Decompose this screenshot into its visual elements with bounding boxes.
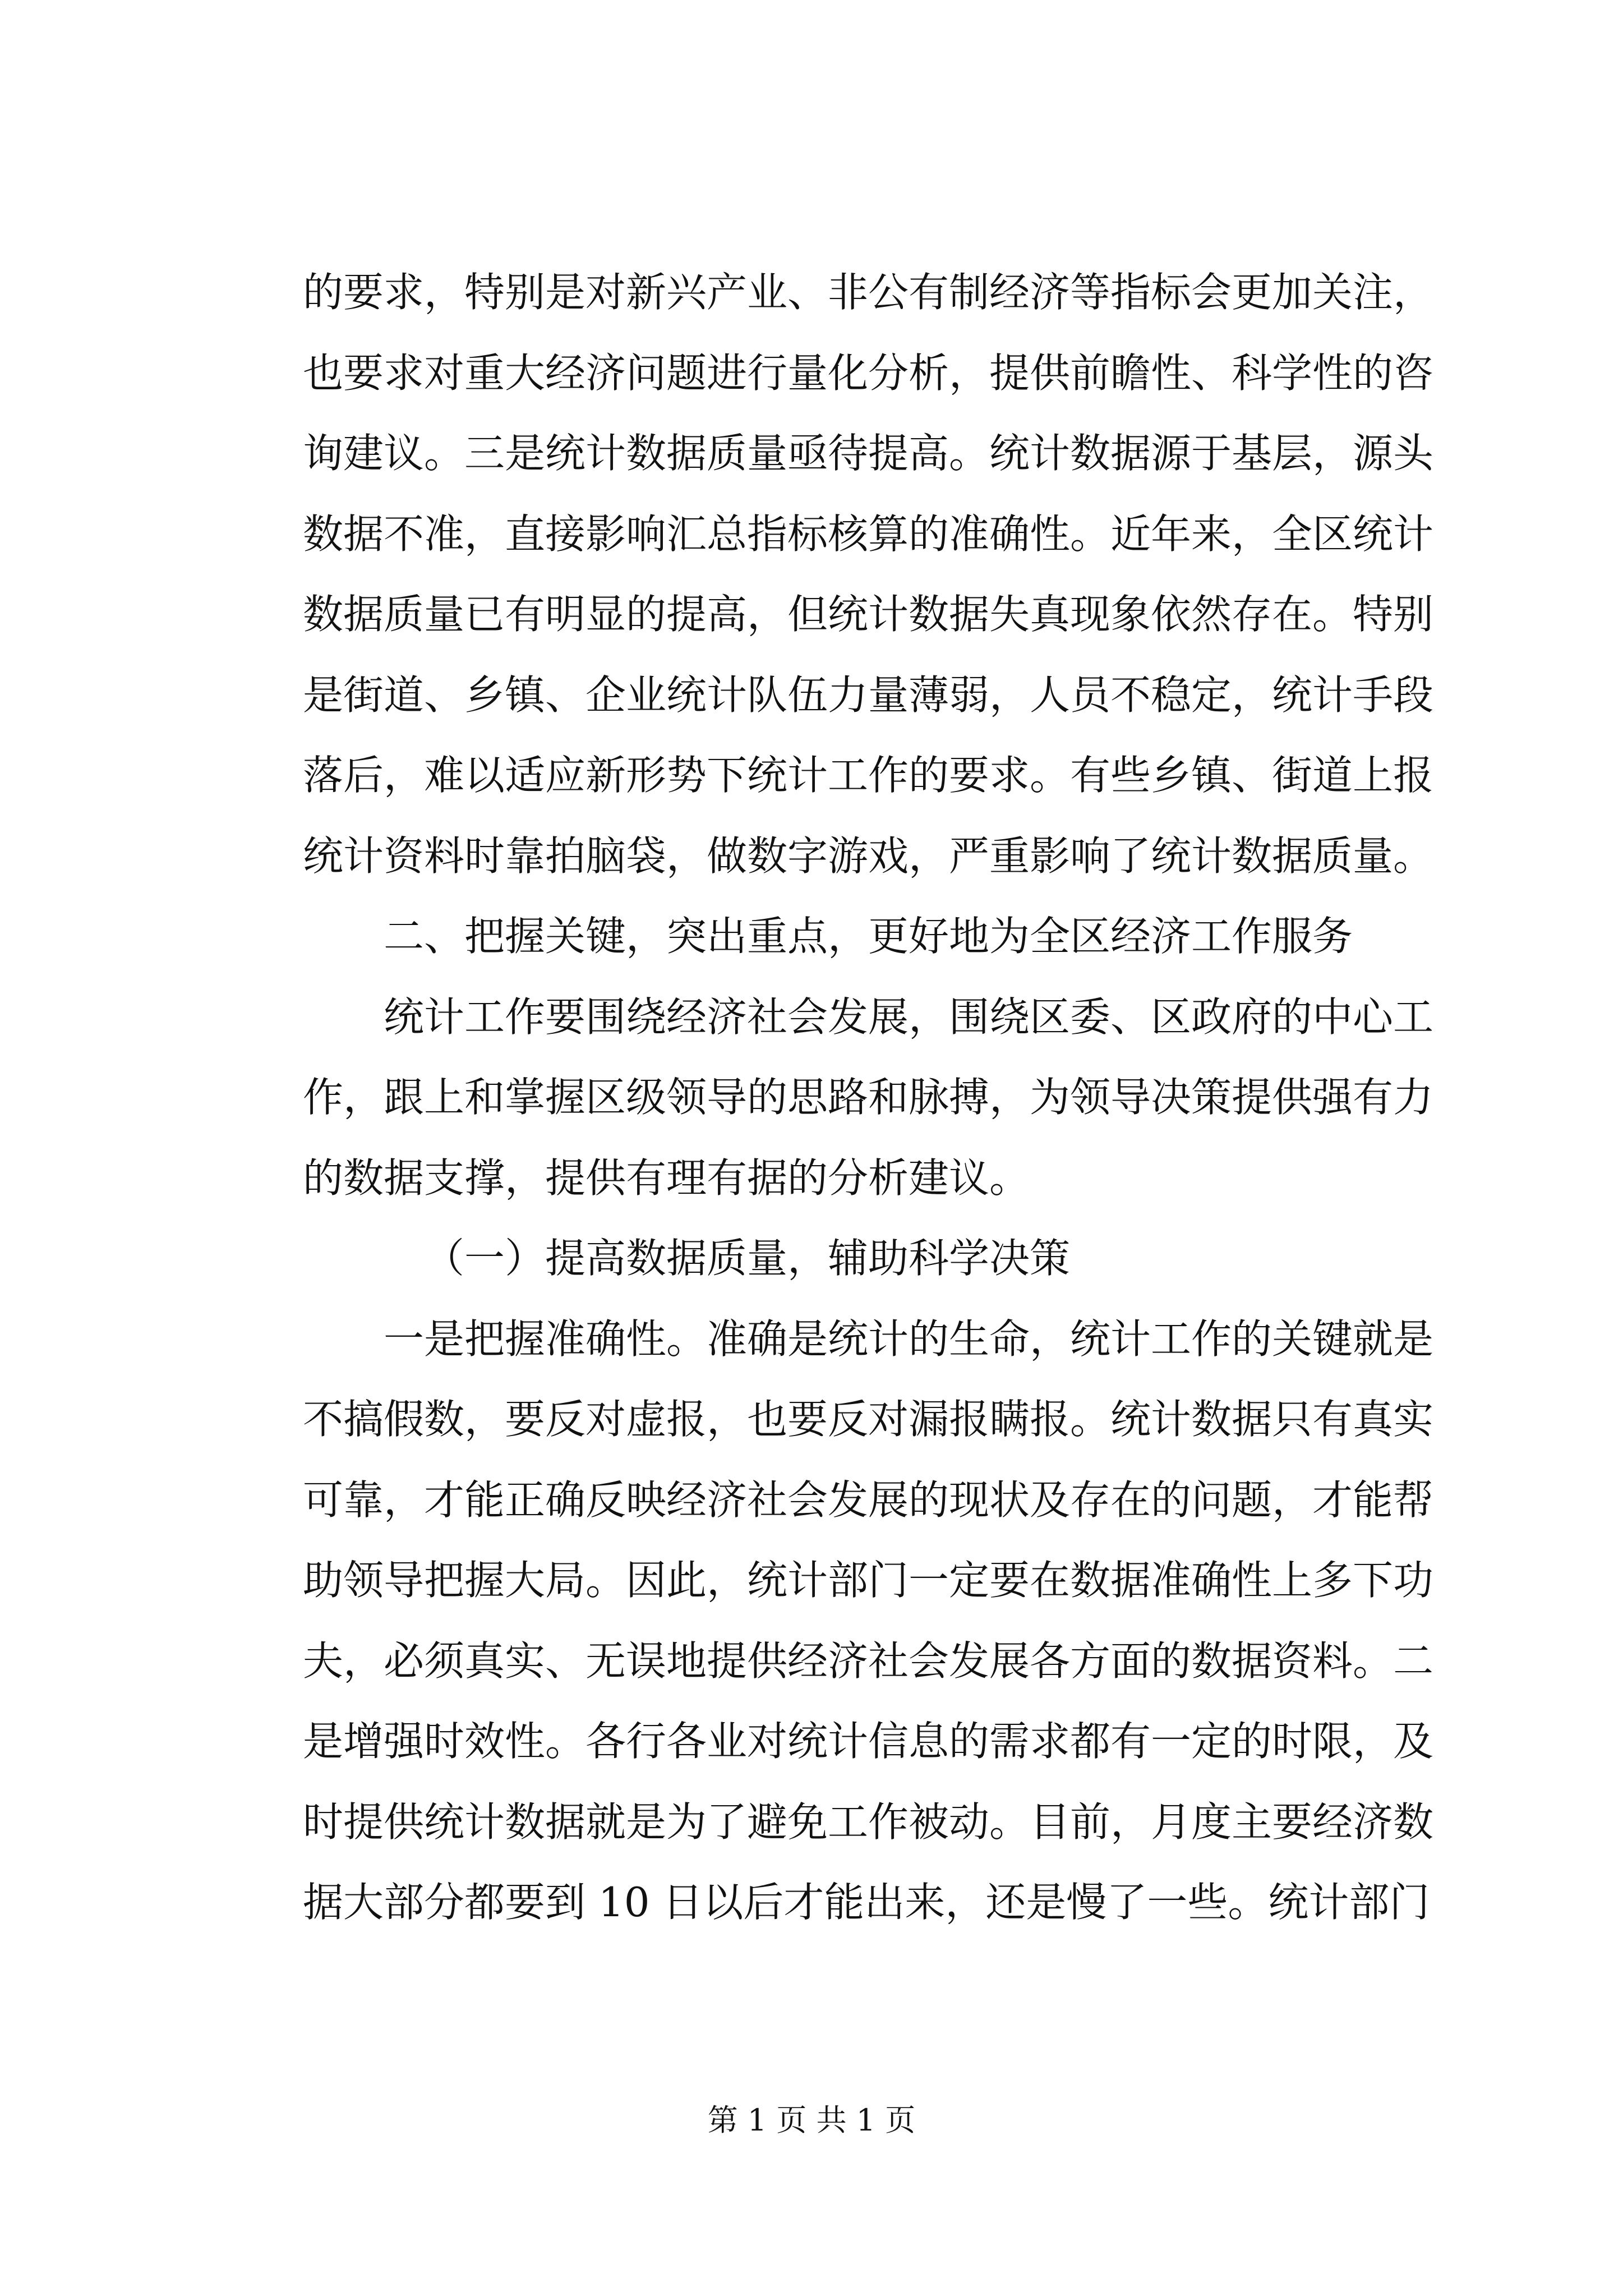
text-line: 统计工作要围绕经济社会发展，围绕区委、区政府的中心工	[384, 993, 1434, 1041]
text-line: 的要求，特别是对新兴产业、非公有制经济等指标会更加关注，	[303, 269, 1434, 316]
text-line: 询建议。三是统计数据质量亟待提高。统计数据源于基层，源头	[303, 430, 1434, 477]
text-line: 数据质量已有明显的提高，但统计数据失真现象依然存在。特别	[303, 591, 1434, 638]
text-line: 落后，难以适应新形势下统计工作的要求。有些乡镇、街道上报	[303, 752, 1434, 799]
text-line: 一是把握准确性。准确是统计的生命，统计工作的关键就是	[384, 1315, 1434, 1363]
text-line: 可靠，才能正确反映经济社会发展的现状及存在的问题，才能帮	[303, 1476, 1434, 1524]
text-line: 数据不准，直接影响汇总指标核算的准确性。近年来，全区统计	[303, 510, 1434, 558]
text-line: 不搞假数，要反对虚报，也要反对漏报瞒报。统计数据只有真实	[303, 1396, 1434, 1443]
text-line: 的数据支撑，提供有理有据的分析建议。	[303, 1154, 1030, 1202]
text-line: 助领导把握大局。因此，统计部门一定要在数据准确性上多下功	[303, 1557, 1434, 1604]
subsection-heading: （一）提高数据质量，辅助科学决策	[424, 1235, 1071, 1282]
section-heading: 二、把握关键，突出重点，更好地为全区经济工作服务	[384, 913, 1353, 960]
text-line: 统计资料时靠拍脑袋，做数字游戏，严重影响了统计数据质量。	[303, 832, 1434, 880]
text-line: 是街道、乡镇、企业统计队伍力量薄弱，人员不稳定，统计手段	[303, 671, 1434, 719]
body-text	[303, 252, 1434, 1943]
text-line: 是增强时效性。各行各业对统计信息的需求都有一定的时限，及	[303, 1718, 1434, 1765]
text-line: 夫，必须真实、无误地提供经济社会发展各方面的数据资料。二	[303, 1637, 1434, 1685]
text-line: 时提供统计数据就是为了避免工作被动。目前，月度主要经济数	[303, 1798, 1434, 1846]
text-line: 也要求对重大经济问题进行量化分析，提供前瞻性、科学性的咨	[303, 349, 1434, 397]
text-line: 作，跟上和掌握区级领导的思路和脉搏，为领导决策提供强有力	[303, 1074, 1434, 1121]
page-footer: 第 1 页 共 1 页	[707, 2102, 916, 2138]
text-line: 据大部分都要到 10 日以后才能出来，还是慢了一些。统计部门	[303, 1879, 1430, 1926]
